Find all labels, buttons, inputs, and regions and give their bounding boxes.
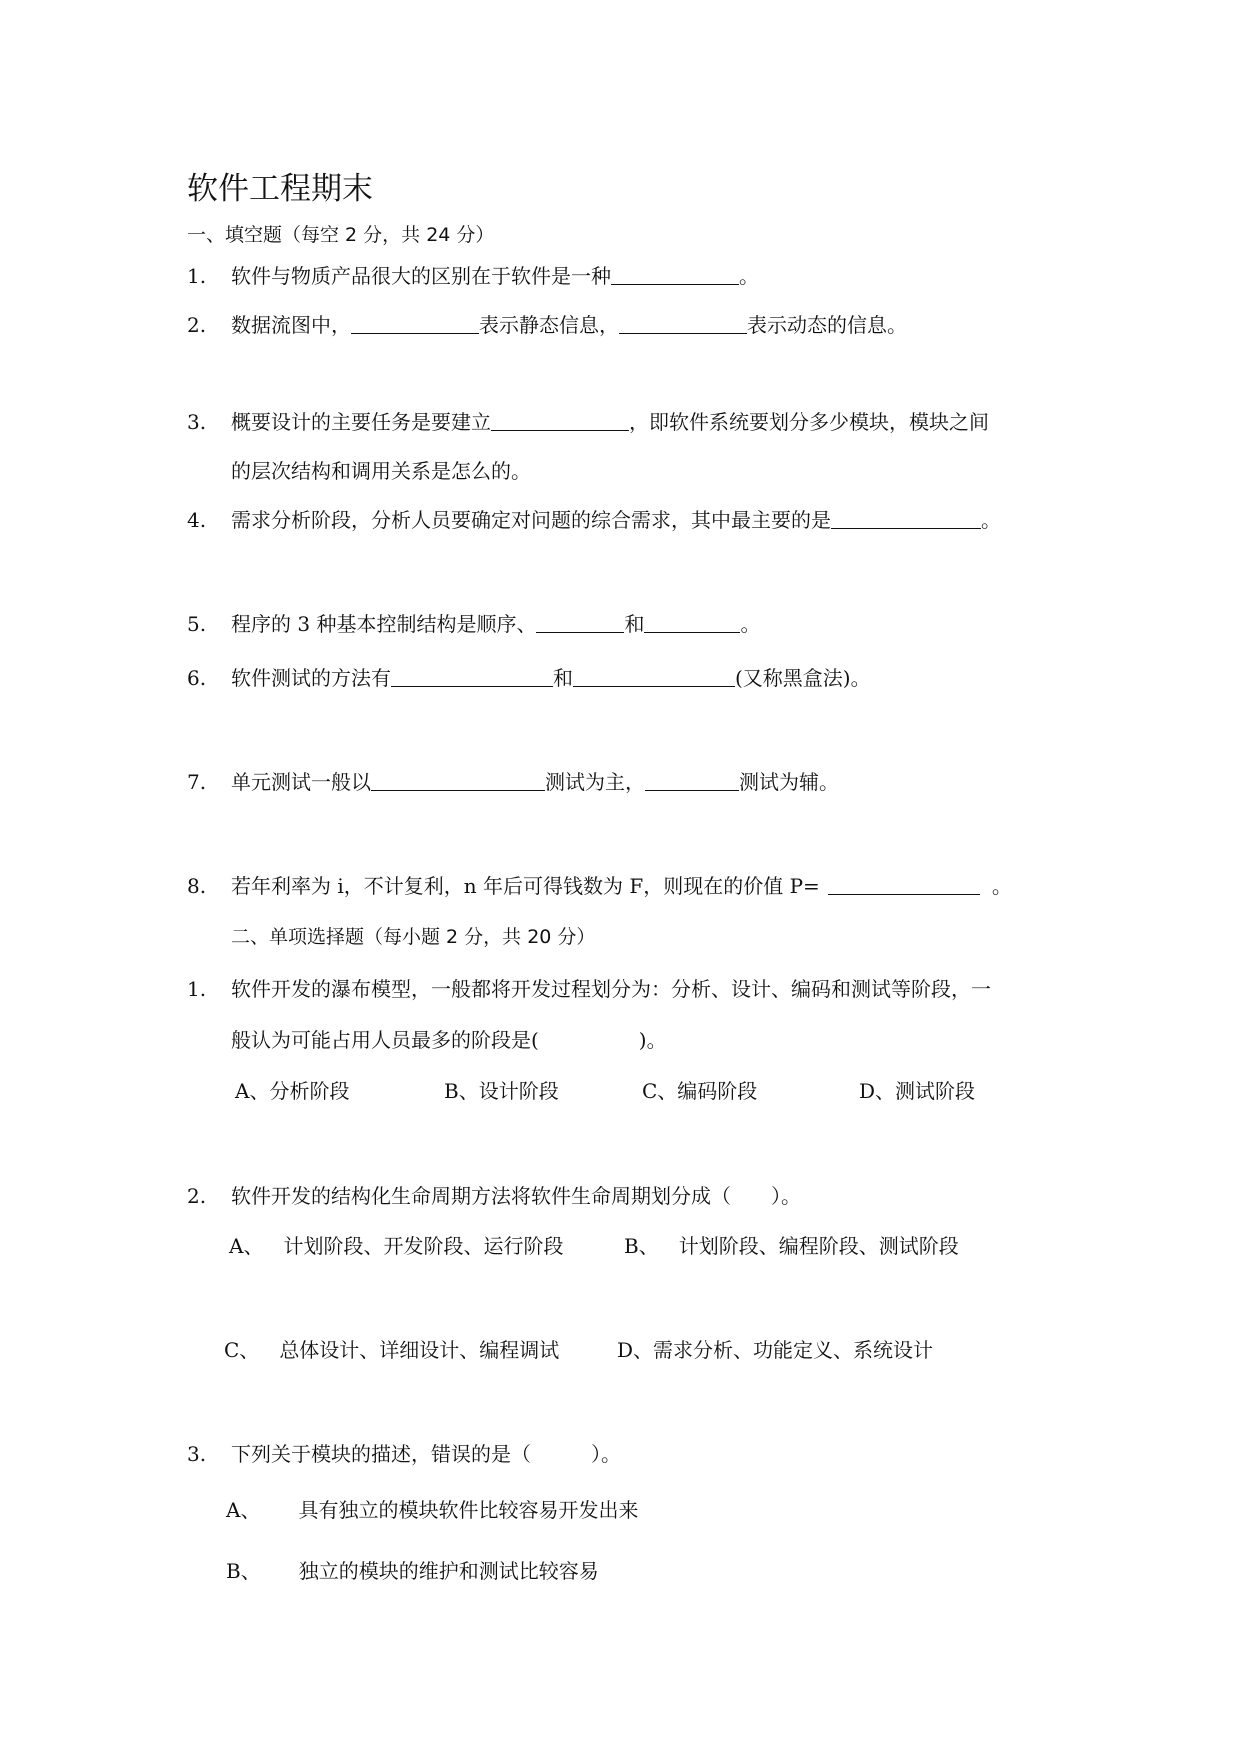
question-number: 4.: [187, 508, 207, 532]
option-text: 需求分析、功能定义、系统设计: [653, 1338, 934, 1362]
answer-blank[interactable]: [828, 874, 980, 895]
fill-question-7: 7. 单元测试一般以 测试为主， 测试为辅。: [187, 770, 839, 794]
option-label: D、: [617, 1338, 654, 1362]
answer-blank[interactable]: [536, 612, 624, 633]
option-c[interactable]: C、编码阶段: [642, 1079, 758, 1103]
section-1-heading: 一、填空题（每空 2 分，共 24 分）: [187, 224, 495, 246]
answer-blank[interactable]: [645, 770, 739, 791]
question-text: 概要设计的主要任务是要建立: [231, 410, 491, 434]
choice-question-3: [187, 1438, 621, 1467]
choice-question-1: [187, 973, 991, 1002]
question-number: 5.: [187, 612, 207, 636]
option-text: 计划阶段、开发阶段、运行阶段: [283, 1234, 564, 1258]
fill-question-3: 3. 概要设计的主要任务是要建立 ，即软件系统要划分多少模块，模块之间: [187, 410, 989, 434]
option-label: B、: [226, 1559, 261, 1583]
option-label: C、: [224, 1338, 260, 1362]
option-label: A、: [226, 1498, 261, 1522]
answer-blank[interactable]: [611, 264, 739, 285]
answer-blank[interactable]: [831, 508, 981, 529]
answer-blank[interactable]: [491, 410, 629, 431]
option-b[interactable]: [624, 1230, 959, 1259]
question-number: 2.: [187, 313, 207, 337]
option-b[interactable]: [226, 1555, 599, 1584]
answer-blank[interactable]: [351, 313, 479, 334]
option-b[interactable]: B、设计阶段: [444, 1079, 559, 1103]
choice-question-1-continuation: 般认为可能占用人员最多的阶段是( )。: [231, 1028, 667, 1052]
section-2-heading: 二、单项选择题（每小题 2 分，共 20 分）: [231, 926, 596, 948]
question-text: 程序的 3 种基本控制结构是顺序、: [231, 612, 537, 636]
answer-blank[interactable]: [391, 666, 553, 687]
fill-question-8: 8. 若年利率为 i，不计复利，n 年后可得钱数为 F，则现在的价值 P= 。: [187, 874, 1012, 898]
page-title: 软件工程期末: [187, 171, 373, 207]
answer-blank[interactable]: [644, 612, 740, 633]
question-text: 软件开发的结构化生命周期方法将软件生命周期划分成（ ）。: [231, 1184, 801, 1208]
answer-blank[interactable]: [371, 770, 545, 791]
question-number: 8.: [187, 874, 207, 898]
option-a[interactable]: [229, 1230, 563, 1259]
question-number: 7.: [187, 770, 207, 794]
question-number: 3.: [187, 1442, 207, 1466]
fill-question-2: 2. 数据流图中， 表示静态信息， 表示动态的信息。: [187, 313, 907, 337]
question-text: 软件开发的瀑布模型，一般都将开发过程划分为：分析、设计、编码和测试等阶段，一: [231, 977, 991, 1001]
fill-question-5: 5. 程序的 3 种基本控制结构是顺序、 和 。: [187, 612, 761, 636]
question-number: 1.: [187, 977, 207, 1001]
question-number: 6.: [187, 666, 207, 690]
question-text: 若年利率为 i，不计复利，n 年后可得钱数为 F，则现在的价值 P=: [231, 874, 820, 898]
question-text: 软件与物质产品很大的区别在于软件是一种: [231, 264, 611, 288]
question-number: 2.: [187, 1184, 207, 1208]
option-d[interactable]: D、测试阶段: [859, 1079, 976, 1103]
question-text: 下列关于模块的描述，错误的是（ ）。: [231, 1442, 621, 1466]
choice-question-2: [187, 1180, 801, 1209]
option-c[interactable]: [224, 1334, 559, 1363]
question-number: 1.: [187, 264, 207, 288]
option-a[interactable]: [226, 1494, 638, 1523]
answer-blank[interactable]: [619, 313, 747, 334]
fill-question-6: 6. 软件测试的方法有 和 (又称黑盒法)。: [187, 666, 871, 690]
question-text: 需求分析阶段，分析人员要确定对问题的综合需求，其中最主要的是: [231, 508, 831, 532]
option-label: A、: [229, 1234, 264, 1258]
question-number: 3.: [187, 410, 207, 434]
option-text: 总体设计、详细设计、编程调试: [279, 1338, 560, 1362]
question-text: 数据流图中，: [231, 313, 351, 337]
option-d[interactable]: [617, 1334, 933, 1363]
option-label: B、: [624, 1234, 659, 1258]
question-text: 单元测试一般以: [231, 770, 371, 794]
fill-question-1: 1. 软件与物质产品很大的区别在于软件是一种 。: [187, 264, 759, 288]
fill-question-4: 4. 需求分析阶段，分析人员要确定对问题的综合需求，其中最主要的是 。: [187, 508, 1001, 532]
option-text: 独立的模块的维护和测试比较容易: [298, 1559, 599, 1583]
answer-blank[interactable]: [573, 666, 735, 687]
question-text: 软件测试的方法有: [231, 666, 391, 690]
option-text: 计划阶段、编程阶段、测试阶段: [678, 1234, 959, 1258]
fill-question-3-continuation: 的层次结构和调用关系是怎么的。: [231, 459, 531, 483]
option-a[interactable]: A、分析阶段: [235, 1079, 350, 1103]
option-text: 具有独立的模块软件比较容易开发出来: [298, 1498, 639, 1522]
